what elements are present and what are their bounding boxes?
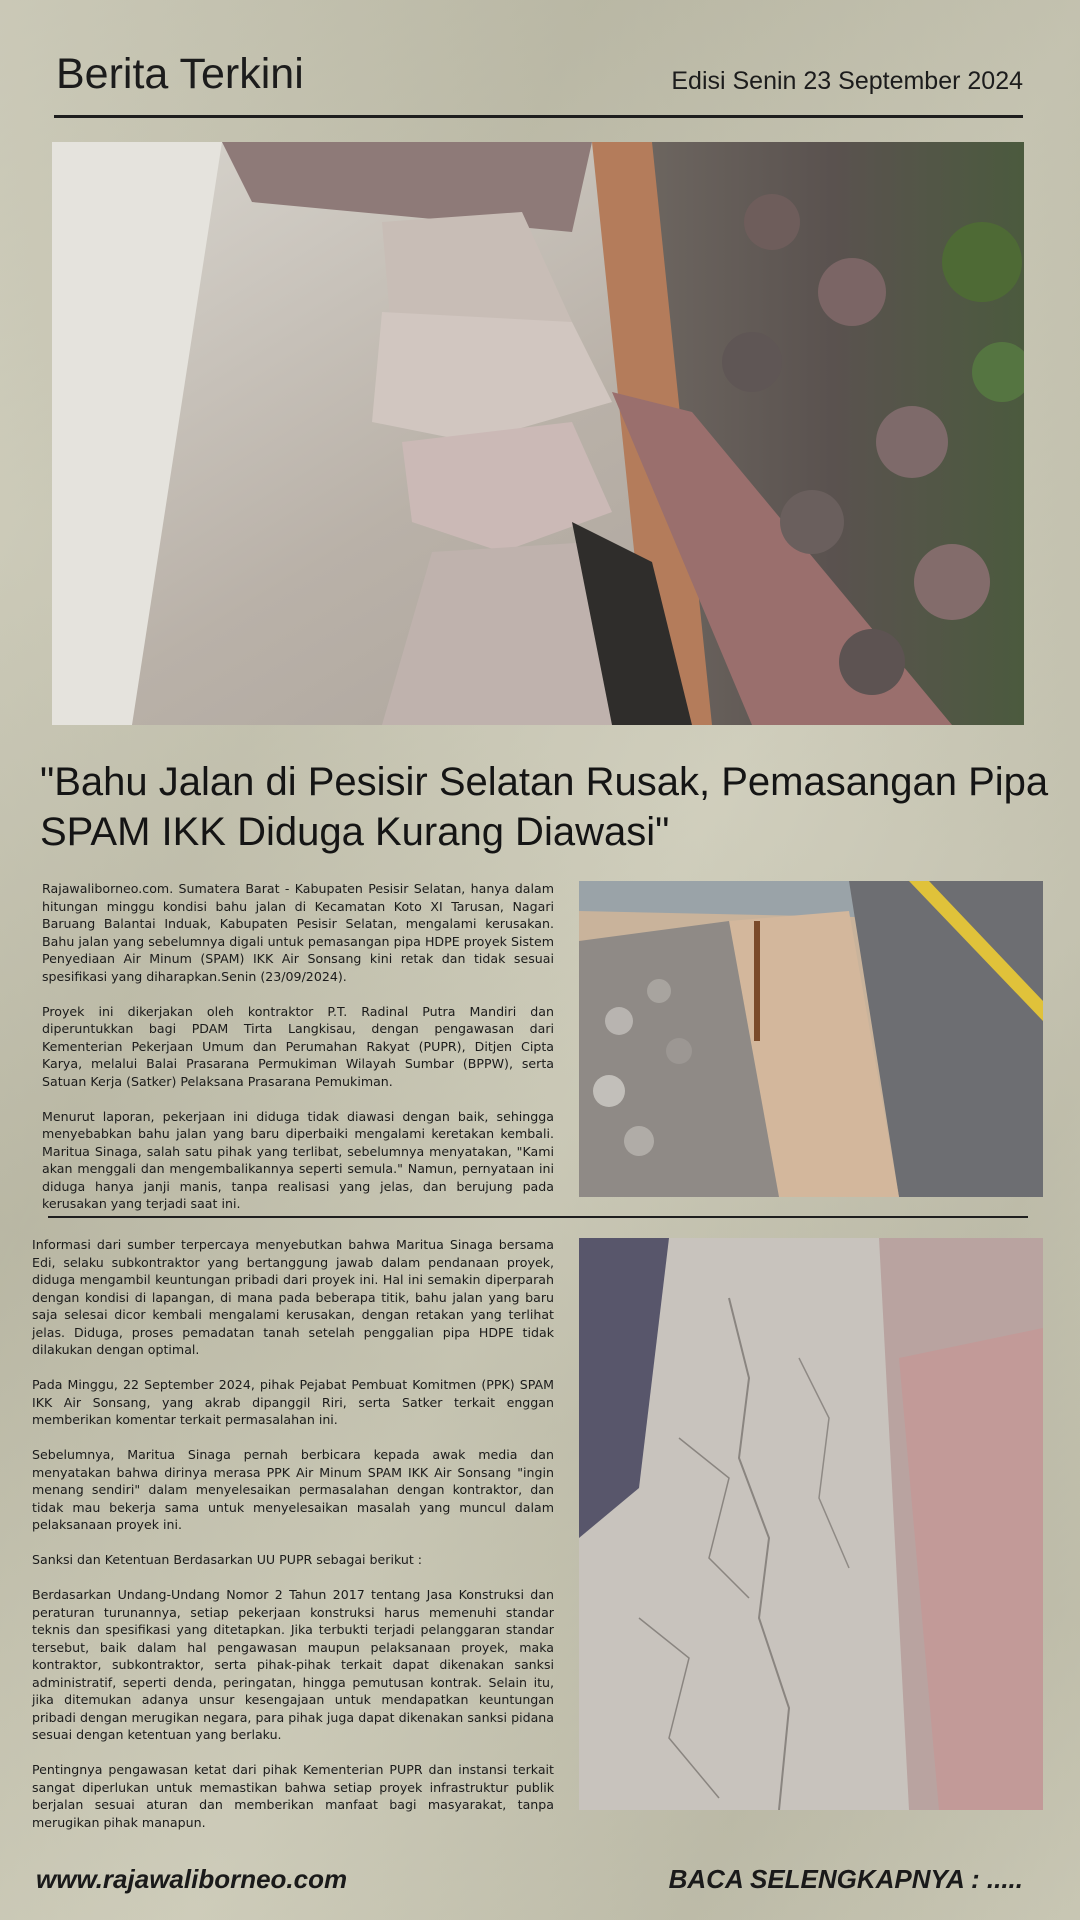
article-headline: "Bahu Jalan di Pesisir Selatan Rusak, Pemasangan Pipa SPAM IKK Diduga Kurang Diawasi" [40, 760, 1049, 854]
hero-photo [52, 142, 1024, 725]
hero-photo-graphic [52, 142, 1024, 725]
paragraph: Menurut laporan, pekerjaan ini diduga tidak diawasi dengan baik, sehingga menyebabkan bahu jalan yang baru diperbaiki mengalami keretakan kembali. Maritua Sinaga, salah satu pihak yang terlibat, sebelumnya menyatakan, "Kami akan menggali dan mengembalikannya seperti semula." Namun, pernyataan ini diduga hanya janji manis, tanpa realisasi yang jelas, dan berujung pada kerusakan yang terjadi saat ini. [42, 1108, 554, 1211]
website-link[interactable]: www.rajawaliborneo.com [36, 1864, 348, 1894]
middle-divider [48, 1216, 1028, 1218]
cracked-shoulder-photo [579, 1238, 1043, 1810]
roadside-trench-graphic [579, 881, 1043, 1197]
article-column-top [42, 880, 554, 1230]
paragraph: Informasi dari sumber terpercaya menyebutkan bahwa Maritua Sinaga bersama Edi, selaku subkontraktor yang bertanggung jawab dalam pendanaan proyek, diduga mengambil keuntungan pribadi dari proyek ini. Hal ini semakin diperparah dengan kondisi di lapangan, di mana pada beberapa titik, bahu jalan yang baru saja selesai dicor kembali mengalami kerusakan, dengan retakan yang terlihat jelas. Diduga, proses pemadatan tanah setelah penggalian pipa HDPE tidak dilakukan dengan optimal. [32, 1237, 554, 1357]
paragraph: Proyek ini dikerjakan oleh kontraktor P.T. Radinal Putra Mandiri dan diperuntukkan bagi PDAM Tirta Langkisau, dengan pengawasan dari Kementerian Pekerjaan Umum dan Perumahan Rakyat (PUPR), Ditjen Cipta Karya, melalui Balai Prasarana Permukiman Wilayah Sumbar (BPPW), serta Satuan Kerja (Satker) Pelaksana Prasarana Pemukiman. [42, 1003, 554, 1089]
paragraph: Pentingnya pengawasan ketat dari pihak Kementerian PUPR dan instansi terkait sangat diperlukan untuk memastikan bahwa setiap proyek infrastruktur publik berjalan sesuai aturan dan memberikan manfaat bagi masyarakat, tanpa merugikan pihak manapun. [32, 1762, 554, 1830]
paragraph: Pada Minggu, 22 September 2024, pihak Pejabat Pembuat Komitmen (PPK) SPAM IKK Air Sonsang, yang akrab dipanggil Riri, serta Satker terkait enggan memberikan komentar terkait permasalahan ini. [32, 1377, 554, 1427]
paragraph: Berdasarkan Undang-Undang Nomor 2 Tahun 2017 tentang Jasa Konstruksi dan peraturan turunannya, setiap pekerjaan konstruksi harus memenuhi standar teknis dan spesifikasi yang ditetapkan. Jika terbukti terjadi pelanggaran standar tersebut, baik dalam hal pengawasan maupun pelaksanaan proyek, maka kontraktor, subkontraktor, serta pihak-pihak terkait dapat dikenakan sanksi administratif, seperti denda, peringatan, hingga pemutusan kontrak. Selain itu, jika ditemukan adanya unsur kesengajaan untuk mendapatkan keuntungan pribadi dengan merugikan negara, para pihak juga dapat dikenakan sanksi pidana sesuai dengan ketentuan yang berlaku. [32, 1587, 554, 1742]
read-more-link[interactable]: BACA SELENGKAPNYA : ..... [668, 1864, 1023, 1894]
masthead-title: Berita Terkini [56, 50, 304, 98]
paragraph: Sebelumnya, Maritua Sinaga pernah berbicara kepada awak media dan menyatakan bahwa dirinya merasa PPK Air Minum SPAM IKK Air Sonsang "ingin menang sendiri" dalam menyelesaikan permasalahan dengan kontraktor, dan tidak mau bekerja sama untuk menyelesaikan masalah yang muncul dalam pelaksanaan proyek ini. [32, 1447, 554, 1532]
paragraph: Rajawaliborneo.com. Sumatera Barat - Kabupaten Pesisir Selatan, hanya dalam hitungan minggu kondisi bahu jalan di Kecamatan Koto XI Tarusan, Nagari Baruang Balantai Induak, Kabupaten Pesisir Selatan, mengalami kerusakan. Bahu jalan yang sebelumnya digali untuk pemasangan pipa HDPE proyek Sistem Penyediaan Air Minum (SPAM) IKK Air Sonsang kini retak dan tidak sesuai spesifikasi yang diharapkan.Senin (23/09/2024). [42, 881, 554, 984]
top-divider [54, 115, 1023, 118]
article-column-bottom [32, 1236, 554, 1849]
cracked-shoulder-graphic [579, 1238, 1043, 1810]
section-heading: Sanksi dan Ketentuan Berdasarkan UU PUPR sebagai berikut : [32, 1552, 423, 1567]
edition-date: Edisi Senin 23 September 2024 [671, 67, 1023, 95]
roadside-trench-photo [579, 881, 1043, 1197]
